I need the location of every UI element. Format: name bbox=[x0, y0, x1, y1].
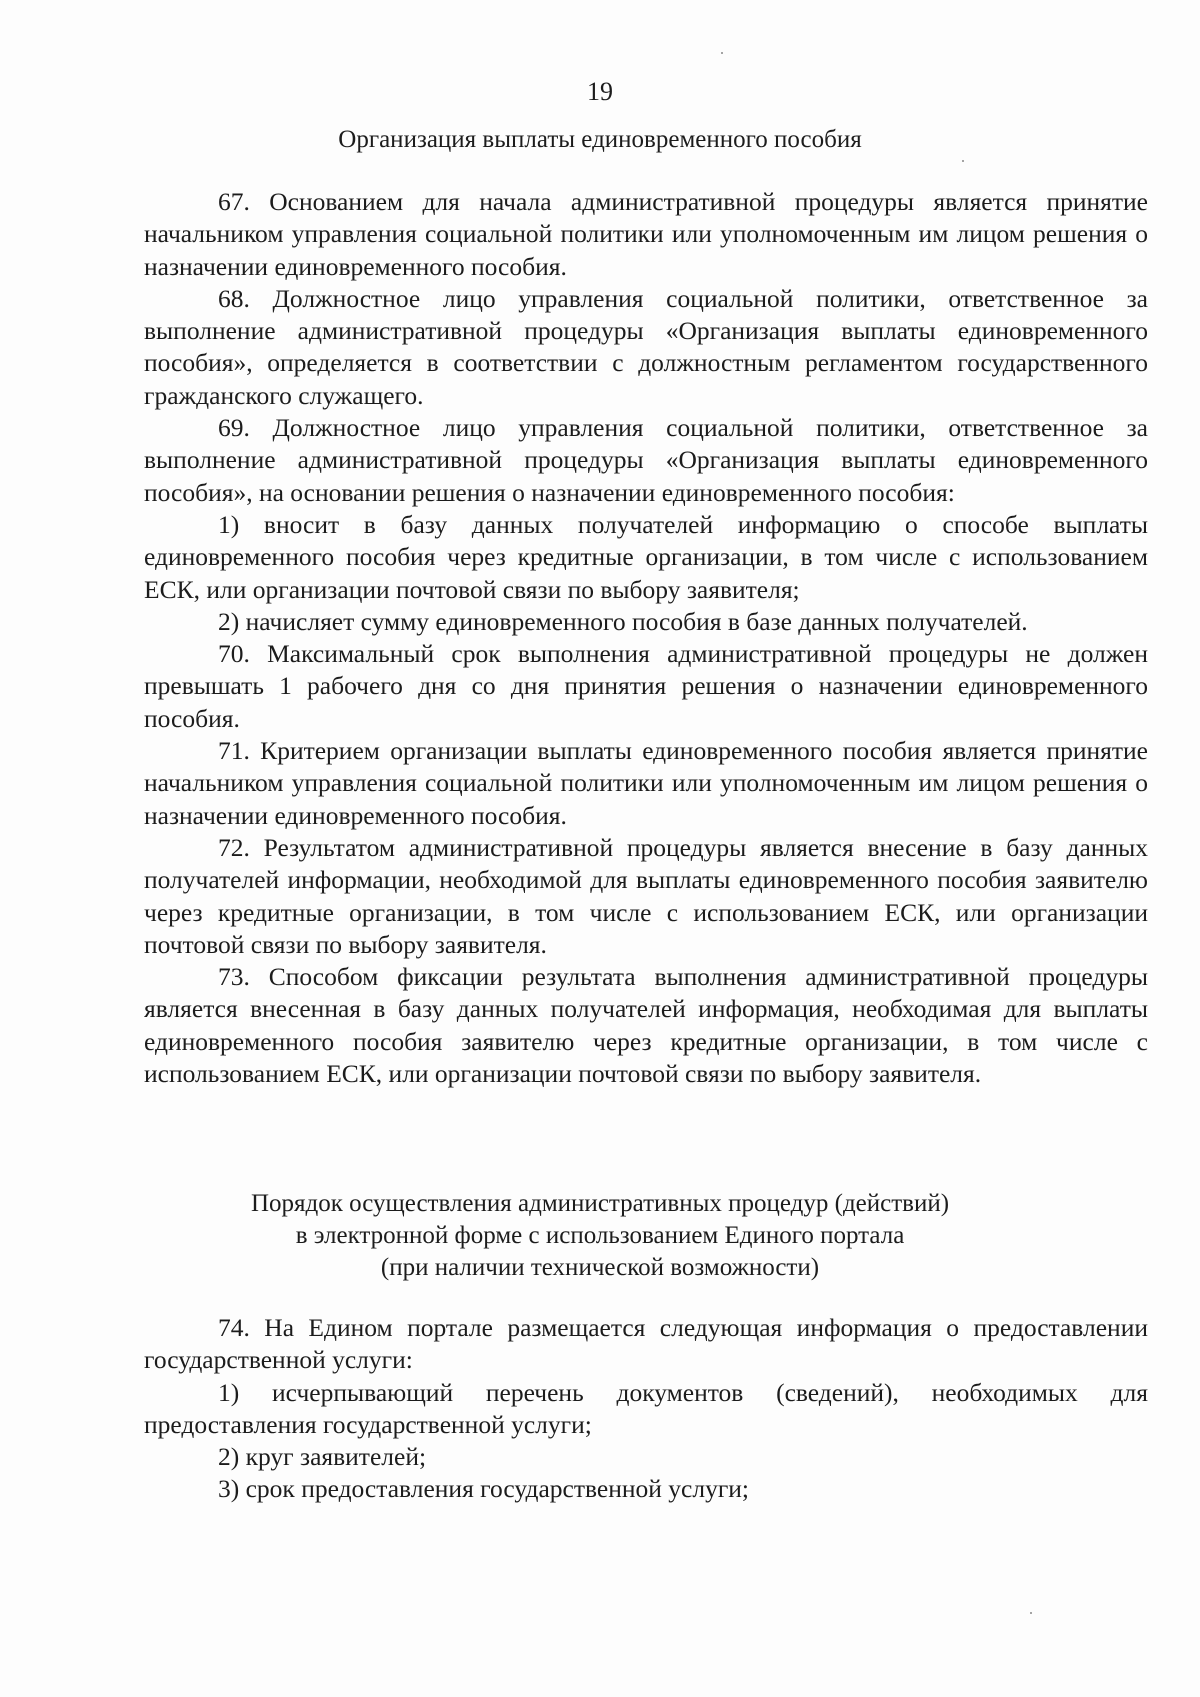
section-title-line: в электронной форме с использованием Единого портала bbox=[295, 1222, 905, 1249]
section-body bbox=[144, 186, 1148, 1090]
paragraph-71: 71. Критерием организации выплаты единовременного пособия является принятие начальником управления социальной политики или уполномоченным им лицом решения о назначении единовременного пособия. bbox=[144, 736, 1148, 830]
paragraph-72: 72. Результатом административной процедуры является внесение в базу данных получателей информации, необходимой для выплаты единовременного пособия заявителю через кредитные организации, в том числе с использованием ЕСК, или организации почтовой связи по выбору заявителя. bbox=[144, 832, 1148, 959]
section-title-electronic bbox=[0, 1188, 1200, 1284]
list-item-74-1: 1) исчерпывающий перечень документов (сведений), необходимых для предоставления государственной услуги; bbox=[144, 1377, 1148, 1439]
paragraph-74: 74. На Едином портале размещается следующая информация о предоставлении государственной услуги: bbox=[144, 1313, 1148, 1375]
paragraph-73: 73. Способом фиксации результата выполнения административной процедуры является внесенная в базу данных получателей информация, необходимая для выплаты единовременного пособия заявителю через кредитные организации, в том числе с использованием ЕСК, или организации почтовой связи по выбору заявителя. bbox=[144, 962, 1148, 1089]
section-body-electronic bbox=[144, 1312, 1148, 1506]
list-item-74-3: 3) срок предоставления государственной услуги; bbox=[218, 1474, 750, 1504]
paragraph-70: 70. Максимальный срок выполнения административной процедуры не должен превышать 1 рабочего дня со дня принятия решения о назначении единовременного пособия. bbox=[144, 639, 1148, 733]
page-number: 19 bbox=[587, 77, 613, 106]
paragraph-68: 68. Должностное лицо управления социальной политики, ответственное за выполнение административной процедуры «Организация выплаты единовременного пособия», определяется в соответствии с должностным регламентом государственного гражданского служащего. bbox=[144, 283, 1148, 410]
section-title: Организация выплаты единовременного пособия bbox=[338, 126, 862, 153]
list-item-69-1: 1) вносит в базу данных получателей информацию о способе выплаты единовременного пособия через кредитные организации, в том числе с использованием ЕСК, или организации почтовой связи по выбору заявителя; bbox=[144, 509, 1148, 604]
paragraph-69: 69. Должностное лицо управления социальной политики, ответственное за выполнение административной процедуры «Организация выплаты единовременного пособия», на основании решения о назначении единовременного пособия: bbox=[144, 413, 1148, 507]
scan-speck bbox=[1030, 1612, 1032, 1614]
scan-speck bbox=[721, 52, 723, 54]
section-title-line: Порядок осуществления административных процедур (действий) bbox=[250, 1190, 950, 1217]
section-title-line: (при наличии технической возможности) bbox=[380, 1254, 820, 1281]
scan-speck bbox=[962, 160, 964, 162]
paragraph-67: 67. Основанием для начала административной процедуры является принятие начальником управления социальной политики или уполномоченным им лицом решения о назначении единовременного пособия. bbox=[144, 187, 1148, 281]
list-item-74-2: 2) круг заявителей; bbox=[218, 1442, 427, 1472]
list-item-69-2: 2) начисляет сумму единовременного пособия в базе данных получателей. bbox=[218, 606, 1028, 636]
